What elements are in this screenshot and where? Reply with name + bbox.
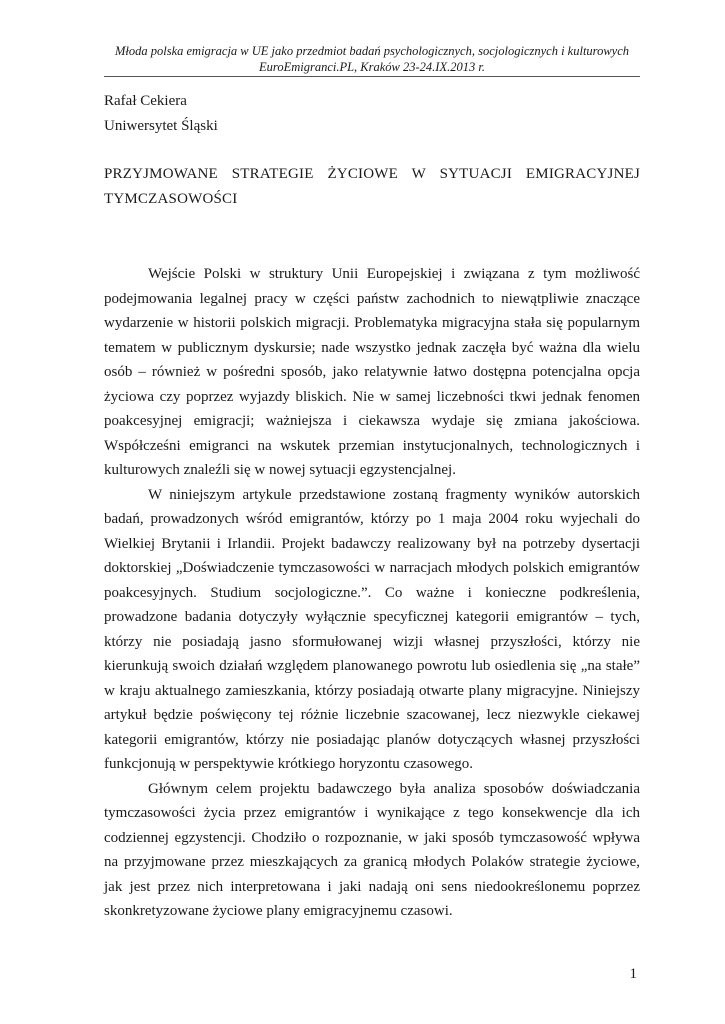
header-conference-details: EuroEmigranci.PL, Kraków 23-24.IX.2013 r. <box>259 60 485 74</box>
author-name: Rafał Cekiera <box>104 93 187 109</box>
paragraph: Głównym celem projektu badawczego była analiza sposobów doświadczania tymczasowości życia przez emigrantów i wynikające z tego konsekwencje dla ich codziennej egzystencji. Chodziło o rozpoznanie, w jaki sposób tymczasowość wpływa na przyjmowane przez mieszkających za granicą młodych Polaków strategie życiowe, jak jest przez nich interpretowana i jaki nadają oni sens niedookreślonemu poprzez skonkretyzowane życiowe plany emigracyjnemu czasowi. <box>104 780 640 919</box>
article-title-line-2: TYMCZASOWOŚCI <box>104 191 238 207</box>
header-divider <box>104 76 640 77</box>
running-header <box>104 43 640 75</box>
article-title-line-1: PRZYJMOWANE STRATEGIE ŻYCIOWE W SYTUACJI EMIGRACYJNEJ <box>104 166 640 182</box>
paragraph: Wejście Polski w struktury Unii Europejskiej i związana z tym możliwość podejmowania legalnej pracy w części państw zachodnich to niewątpliwie znaczące wydarzenie w historii polskich migracji. Problematyka migracyjna stała się popularnym tematem w publicznym dyskursie; nade wszystko jednak zaczęła być ważna dla wielu osób – również w pośredni sposób, jako relatywnie łatwo dostępna potencjalna opcja życiowa czy poprzez wyjazdy bliskich. Nie w samej liczebności tkwi jednak fenomen poakcesyjnej emigracji; ważniejsza i ciekawsza wydaje się zmiana jakościowa. Współcześni emigranci na wskutek przemian instytucjonalnych, technologicznych i kulturowych znaleźli się w nowej sytuacji egzystencjalnej. <box>104 266 640 478</box>
article-body <box>104 262 640 924</box>
paragraph: W niniejszym artykule przedstawione zostaną fragmenty wyników autorskich badań, prowadzonych wśród emigrantów, którzy po 1 maja 2004 roku wyjechali do Wielkiej Brytanii i Irlandii. Projekt badawczy realizowany był na potrzeby dysertacji doktorskiej „Doświadczenie tymczasowości w narracjach młodych polskich emigrantów poakcesyjnych. Studium socjologiczne.”. Co ważne i konieczne podkreślenia, prowadzone badania dotyczyły wyłącznie specyficznej kategorii emigrantów – tych, którzy nie posiadają jasno sformułowanej wizji własnej przyszłości, którzy nie kierunkują swoich działań względem planowanego powrotu lub osiedlenia się „na stałe” w kraju aktualnego zamieszkania, którzy posiadają otwarte plany migracyjne. Niniejszy artykuł będzie poświęcony tej różnie liczebnie szacowanej, lecz niezwykle ciekawej kategorii emigrantów, którzy nie posiadając planów dotyczących własnej przyszłości funkcjonują w perspektywie krótkiego horyzontu czasowego. <box>104 486 640 772</box>
header-conference-title: Młoda polska emigracja w UE jako przedmiot badań psychologicznych, socjologicznych i kulturowych <box>114 44 630 58</box>
page-number: 1 <box>629 966 637 982</box>
author-block <box>104 89 218 139</box>
author-affiliation: Uniwersytet Śląski <box>104 118 218 134</box>
article-title <box>104 162 640 212</box>
